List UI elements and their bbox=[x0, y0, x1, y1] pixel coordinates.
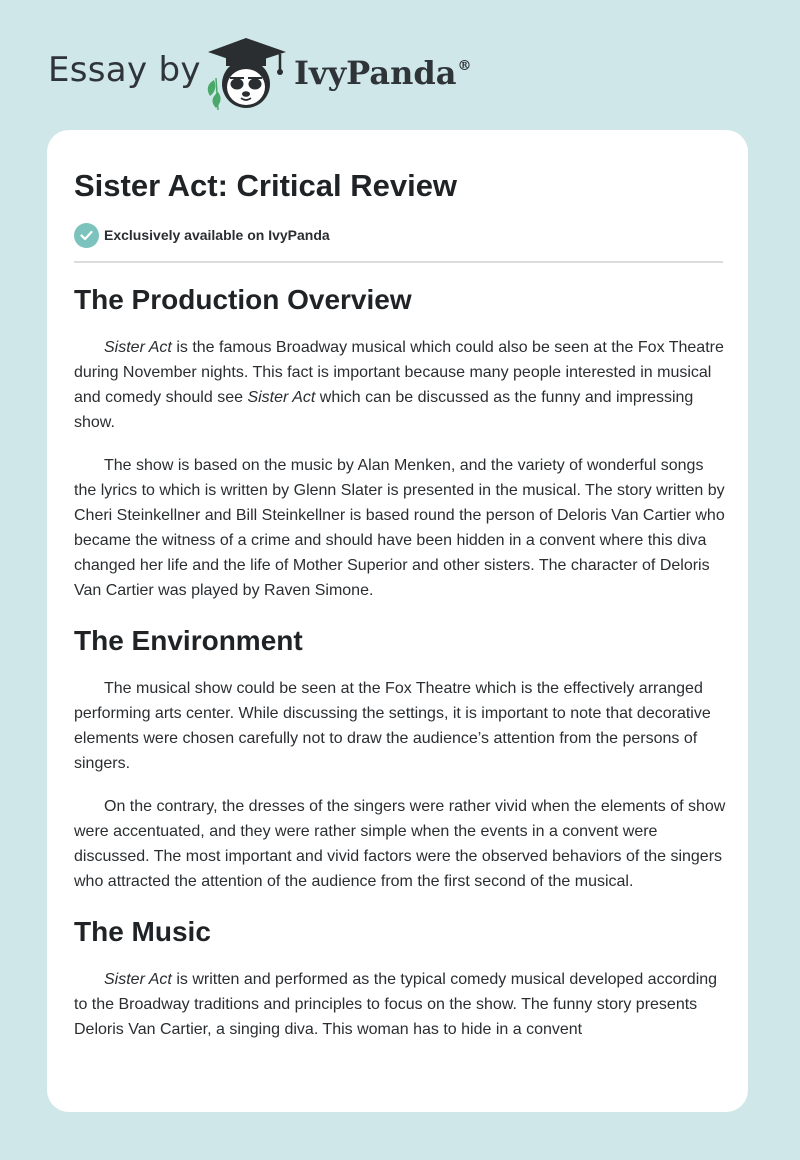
site-header bbox=[0, 0, 800, 130]
brand-name: IvyPanda® bbox=[294, 54, 472, 92]
panda-graduate-icon bbox=[200, 34, 290, 110]
paragraph: Sister Act is written and performed as the typical comedy musical developed according to the Broadway traditions and principles to focus on the show. The funny story presents Deloris Van Cartier, a singing diva. This woman has to hide in a convent bbox=[74, 971, 718, 1038]
exclusive-badge bbox=[74, 222, 330, 248]
page-title: Sister Act: Critical Review bbox=[74, 168, 458, 203]
section-heading-production-overview: The Production Overview bbox=[74, 284, 412, 315]
divider bbox=[74, 261, 723, 263]
check-circle-icon bbox=[74, 223, 99, 248]
essay-card bbox=[47, 130, 748, 1112]
essay-by-label: Essay by bbox=[48, 50, 201, 90]
section-heading-music: The Music bbox=[74, 916, 211, 947]
paragraph: On the contrary, the dresses of the singers were rather vivid when the elements of show were accentuated, and they were rather simple when the events in a convent were discussed. The most important and vivid factors were the observed behaviors of the singers who attracted the attention of the audience from the first second of the musical. bbox=[74, 798, 726, 890]
paragraph: Sister Act is the famous Broadway musical which could also be seen at the Fox Theatre during November nights. This fact is important because many people interested in musical and comedy should see Sister Act which can be discussed as the funny and impressing show. bbox=[74, 339, 724, 431]
exclusive-badge-label: Exclusively available on IvyPanda bbox=[104, 227, 330, 243]
paragraph: The show is based on the music by Alan Menken, and the variety of wonderful songs the lyrics to which is written by Glenn Slater is presented in the musical. The story written by Cheri Steinkellner and Bill Steinkellner is based round the person of Deloris Van Cartier who became the witness of a crime and should have been hidden in a convent where this diva changed her life and the life of Mother Superior and other sisters. The character of Deloris Van Cartier was played by Raven Simone. bbox=[74, 457, 725, 599]
essay-body bbox=[74, 280, 726, 1060]
section-heading-environment: The Environment bbox=[74, 625, 303, 656]
paragraph: The musical show could be seen at the Fox Theatre which is the effectively arranged performing arts center. While discussing the settings, it is important to note that decorative elements were chosen carefully not to draw the audience’s attention from the persons of singers. bbox=[74, 680, 711, 772]
